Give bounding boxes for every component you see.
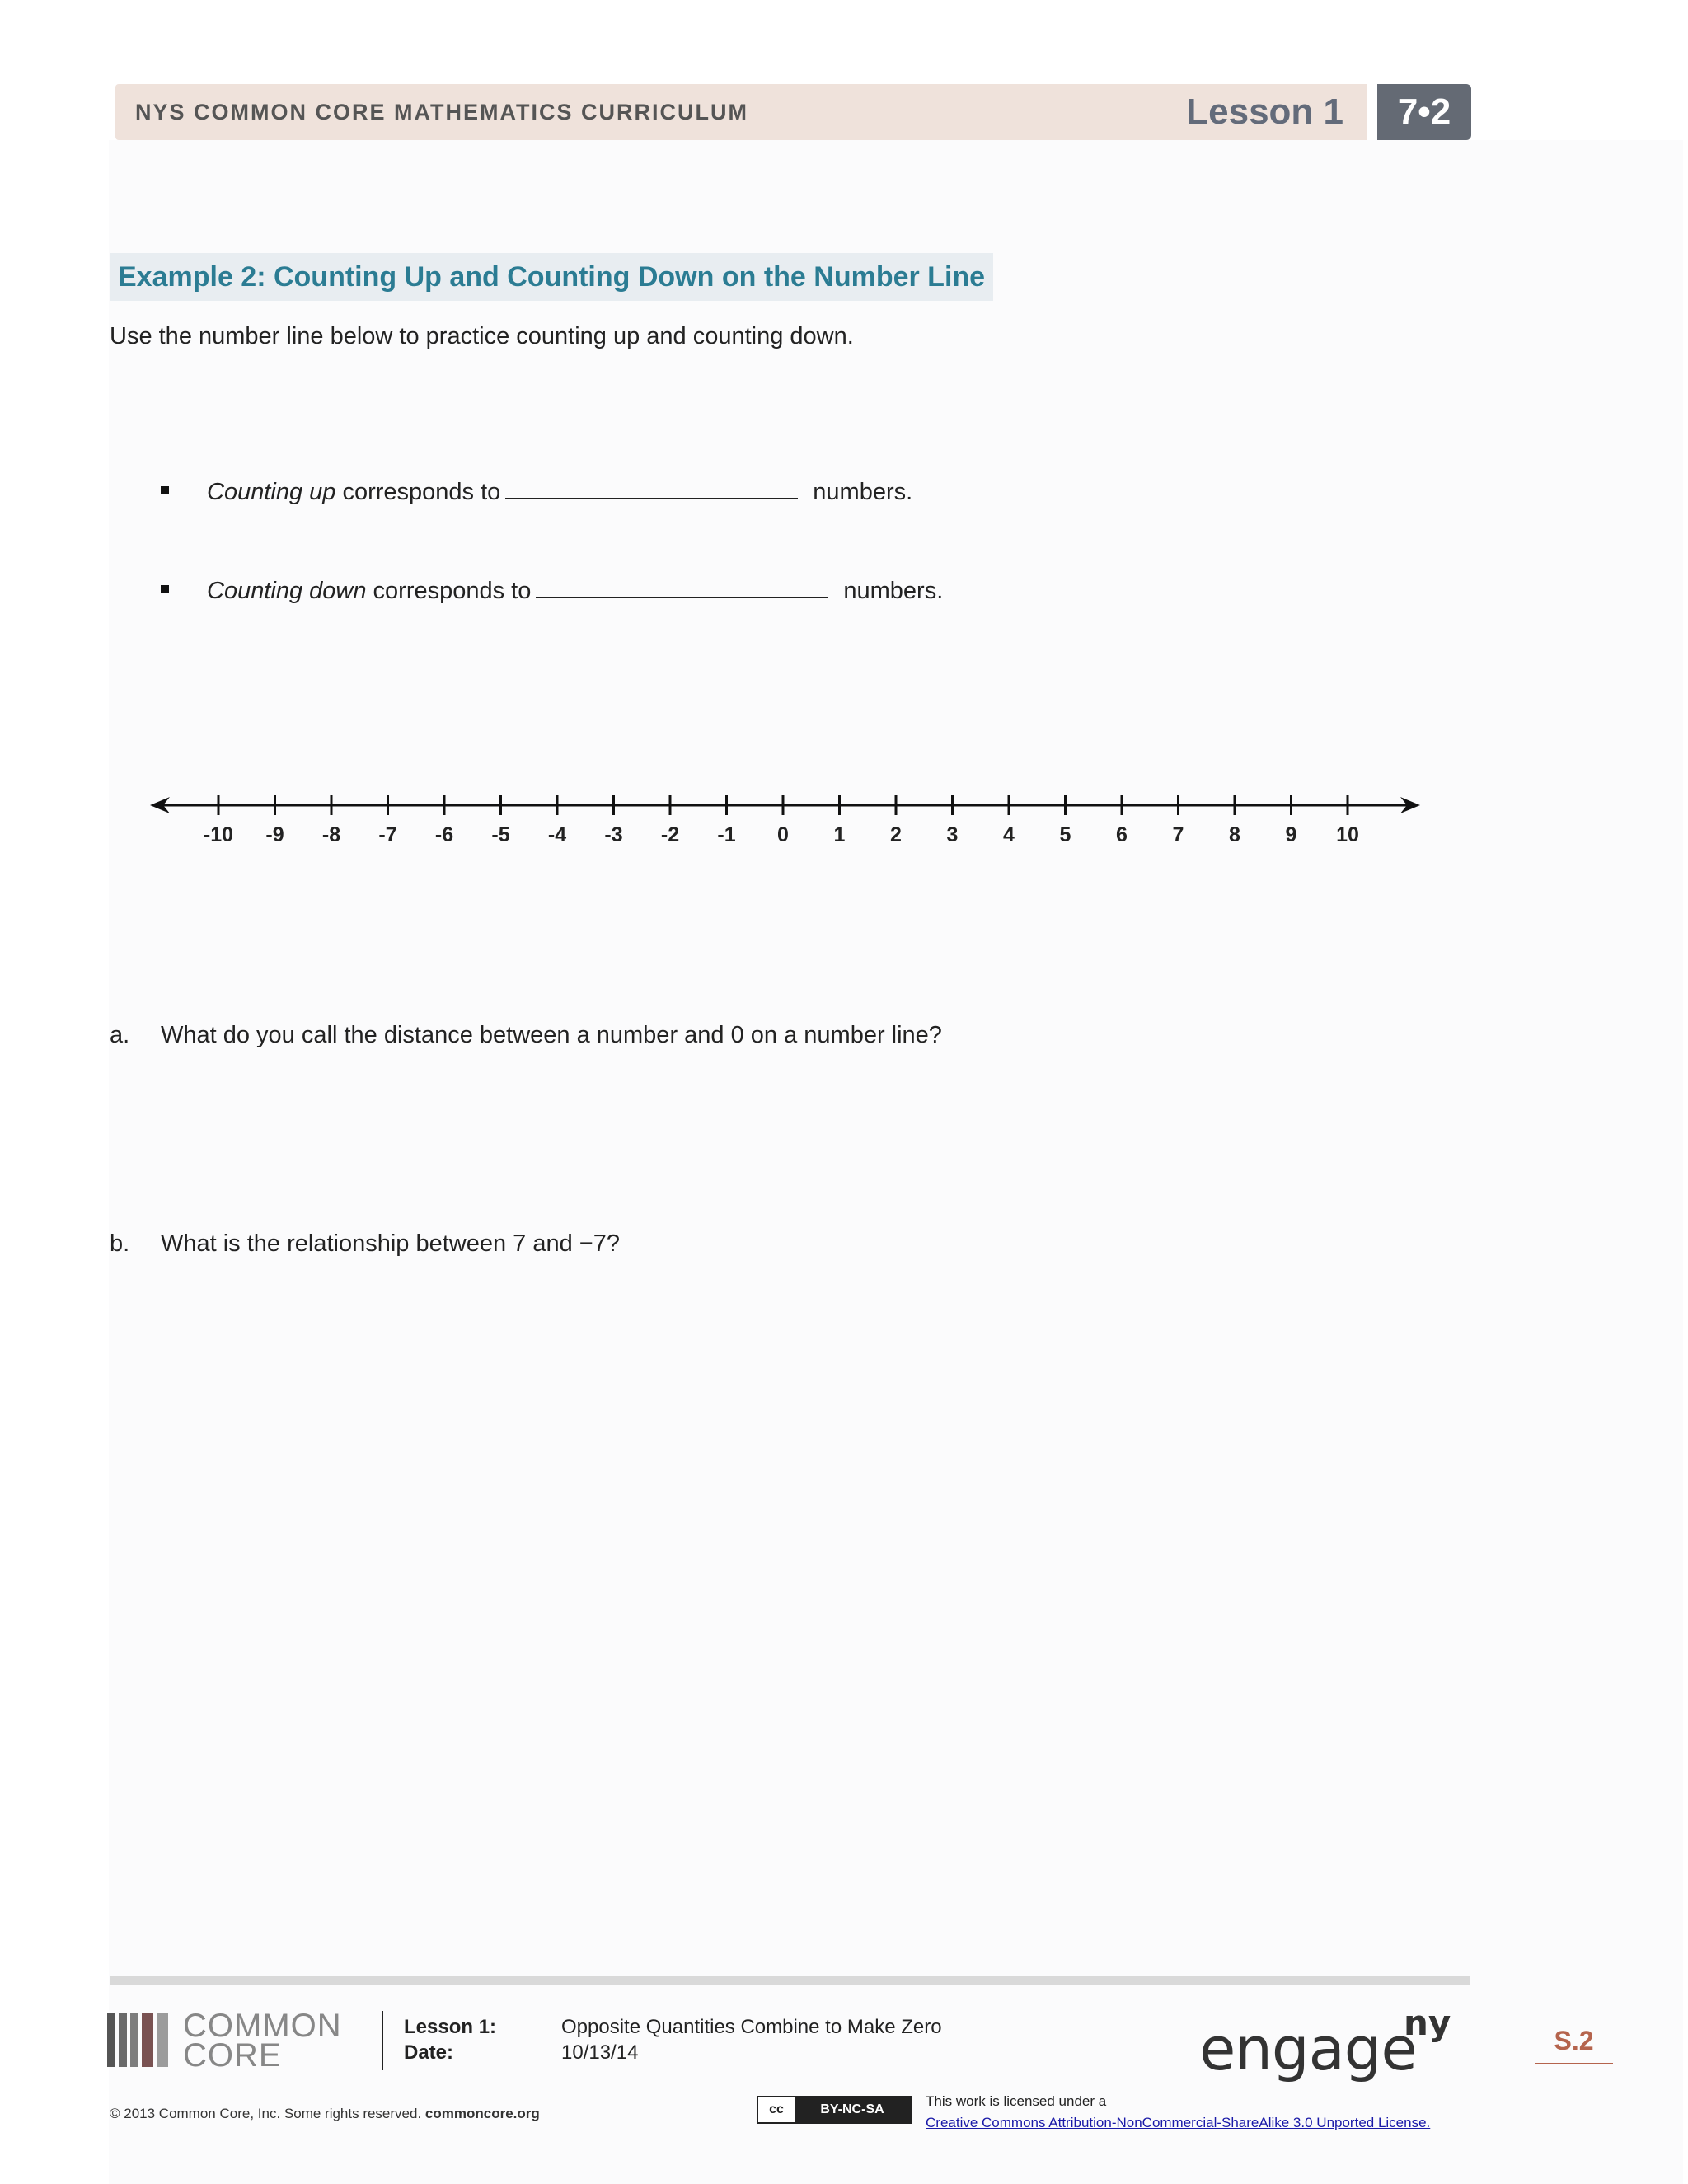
number-line-tick-label: -3 bbox=[604, 823, 623, 846]
number-line-tick-label: 8 bbox=[1229, 823, 1240, 846]
question-text: What do you call the distance between a number and 0 on a number line? bbox=[161, 1022, 942, 1048]
footer-lesson-label: Lesson 1: bbox=[404, 2016, 497, 2038]
example-title: Example 2: Counting Up and Counting Down on the Number Line bbox=[110, 253, 993, 301]
number-line-tick-label: -9 bbox=[265, 823, 284, 846]
number-line-tick-label: 4 bbox=[1003, 823, 1015, 846]
license-link[interactable]: Creative Commons Attribution-NonCommercial-ShareAlike 3.0 Unported License. bbox=[926, 2115, 1431, 2130]
lesson-title: Lesson 1 bbox=[1186, 91, 1343, 132]
number-line-tick-label: 0 bbox=[777, 823, 789, 846]
number-line-tick-label: -1 bbox=[717, 823, 736, 846]
footer-date-value: 10/13/14 bbox=[561, 2041, 639, 2064]
bullet-suffix: numbers. bbox=[843, 578, 944, 604]
number-line-tick-label: -2 bbox=[660, 823, 680, 846]
curriculum-header bbox=[115, 84, 1367, 140]
question-b bbox=[110, 1230, 620, 1258]
question-text: What is the relationship between 7 and −7? bbox=[161, 1230, 621, 1257]
number-line-tick-label: -4 bbox=[547, 823, 567, 846]
answer-blank[interactable] bbox=[505, 476, 798, 499]
copyright-text: © 2013 Common Core, Inc. Some rights reserved. bbox=[110, 2106, 425, 2121]
bullet-square-icon bbox=[161, 486, 169, 494]
bullet-italic-term: Counting down bbox=[207, 578, 367, 604]
number-line-tick-label: 10 bbox=[1336, 823, 1359, 846]
module-badge: 7•2 bbox=[1377, 84, 1471, 140]
number-line-tick-label: -5 bbox=[491, 823, 510, 846]
cc-icon: cc bbox=[758, 2097, 795, 2122]
license-type: BY-NC-SA bbox=[795, 2097, 910, 2122]
bullet-italic-term: Counting up bbox=[207, 479, 336, 505]
common-core-bars-icon bbox=[107, 2013, 173, 2067]
bullet-suffix: numbers. bbox=[813, 479, 913, 505]
copyright-site-link[interactable]: commoncore.org bbox=[424, 2106, 540, 2121]
number-line-tick-label: -8 bbox=[321, 823, 341, 846]
number-line-tick-label: 9 bbox=[1285, 823, 1297, 846]
bullet-square-icon bbox=[161, 585, 169, 593]
curriculum-title: NYS COMMON CORE MATHEMATICS CURRICULUM bbox=[135, 100, 748, 124]
bullet-text: corresponds to bbox=[366, 578, 532, 604]
number-line-tick-label: 7 bbox=[1172, 823, 1184, 846]
instruction-text: Use the number line below to practice counting up and counting down. bbox=[110, 323, 854, 349]
number-line-tick-label: -7 bbox=[378, 823, 397, 846]
page-number: S.2 bbox=[1535, 2026, 1613, 2064]
number-line bbox=[148, 787, 1422, 853]
number-line-graphic bbox=[148, 787, 1422, 853]
question-a bbox=[110, 1022, 942, 1049]
number-line-tick-label: 6 bbox=[1116, 823, 1128, 846]
bullet-counting-down bbox=[161, 575, 943, 605]
answer-blank[interactable] bbox=[536, 575, 828, 598]
logo-word-common: COMMON bbox=[183, 2008, 342, 2044]
common-core-logo bbox=[107, 2008, 363, 2074]
footer-rule bbox=[110, 1976, 1470, 1985]
number-line-tick-label: 5 bbox=[1059, 823, 1071, 846]
number-line-tick-label: 1 bbox=[833, 823, 846, 846]
number-line-tick-label: 2 bbox=[890, 823, 902, 846]
copyright-notice bbox=[110, 2106, 540, 2122]
license-text: This work is licensed under a bbox=[926, 2093, 1107, 2109]
engage-wordmark: engage bbox=[1199, 2014, 1417, 2083]
footer-date-label: Date: bbox=[404, 2041, 454, 2064]
engage-superscript: ny bbox=[1404, 2003, 1451, 2043]
logo-word-core: CORE bbox=[183, 2037, 282, 2074]
number-line-tick-label: -10 bbox=[203, 823, 234, 846]
page-background bbox=[109, 140, 1683, 2184]
number-line-tick-label: 3 bbox=[946, 823, 959, 846]
engageny-logo bbox=[1199, 2003, 1471, 2083]
creative-commons-badge[interactable] bbox=[757, 2096, 912, 2124]
question-letter: a. bbox=[110, 1022, 130, 1048]
footer-lesson-title: Opposite Quantities Combine to Make Zero bbox=[561, 2016, 942, 2038]
bullet-counting-up bbox=[161, 476, 912, 506]
question-letter: b. bbox=[110, 1230, 130, 1257]
bullet-text: corresponds to bbox=[335, 479, 501, 505]
footer-divider bbox=[382, 2011, 383, 2070]
number-line-tick-label: -6 bbox=[434, 823, 454, 846]
